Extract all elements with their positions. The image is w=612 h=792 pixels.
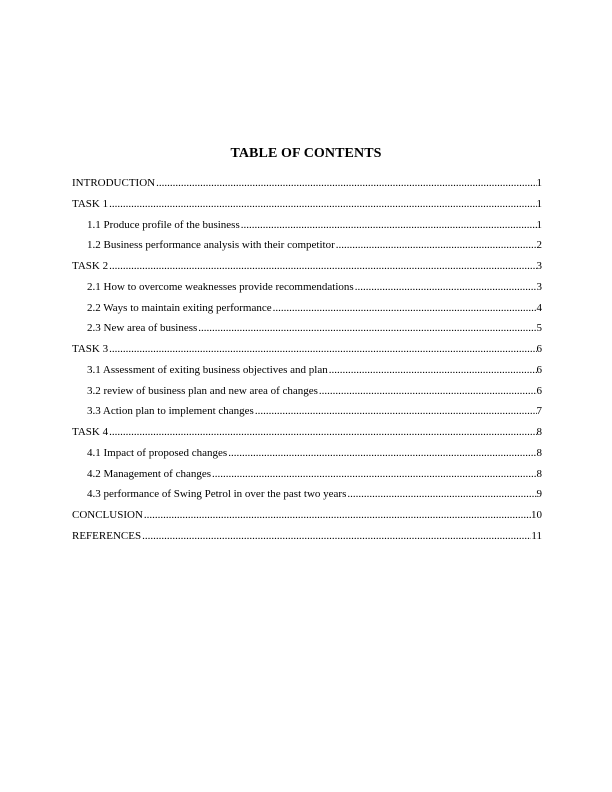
toc-entry-page: 1 <box>536 218 542 231</box>
toc-entry-introduction[interactable] <box>72 176 542 197</box>
toc-entry-references[interactable] <box>72 529 542 550</box>
toc-entry-3-3[interactable] <box>72 404 542 425</box>
toc-entry-3-1[interactable] <box>72 363 542 384</box>
toc-entry-page: 1 <box>536 197 542 210</box>
toc-entry-page: 8 <box>536 467 542 480</box>
toc-entry-conclusion[interactable] <box>72 508 542 529</box>
toc-entry-page: 6 <box>536 384 542 397</box>
toc-dot-leader <box>156 176 536 190</box>
toc-entry-page: 9 <box>536 488 542 501</box>
toc-entry-4-3[interactable] <box>72 487 542 508</box>
toc-entry-page: 7 <box>536 405 542 418</box>
toc-entry-label: CONCLUSION <box>72 509 143 521</box>
toc-dot-leader <box>228 446 536 460</box>
toc-entry-task-3[interactable] <box>72 342 542 363</box>
toc-entry-page: 3 <box>536 280 542 293</box>
toc-entry-2-2[interactable] <box>72 301 542 322</box>
toc-entry-label: 1.1 Produce profile of the business <box>87 218 240 231</box>
toc-entry-page: 8 <box>536 446 542 459</box>
toc-entry-page: 10 <box>531 509 542 521</box>
toc-entry-page: 11 <box>531 529 542 542</box>
toc-dot-leader <box>329 363 537 377</box>
toc-entry-page: 1 <box>536 177 542 189</box>
toc-entry-label: TASK 1 <box>72 197 109 210</box>
toc-dot-leader <box>273 301 537 315</box>
toc-entry-label: 3.2 review of business plan and new area of changes <box>87 384 318 397</box>
toc-entry-1-1[interactable] <box>72 218 542 239</box>
toc-entry-task-1[interactable] <box>72 197 542 218</box>
toc-dot-leader <box>109 425 536 439</box>
toc-entry-page: 4 <box>536 301 542 314</box>
toc-entry-label: 3.1 Assessment of exiting business objectives and plan <box>87 363 328 376</box>
toc-entry-label: 4.1 Impact of proposed changes <box>87 446 228 459</box>
toc-dot-leader <box>198 321 536 335</box>
toc-entry-label: 2.2 Ways to maintain exiting performance <box>87 301 272 314</box>
toc-entry-label: 2.1 How to overcome weaknesses provide recommendations <box>87 280 354 293</box>
table-of-contents <box>72 176 542 550</box>
toc-dot-leader <box>319 384 537 398</box>
toc-dot-leader <box>212 467 536 481</box>
toc-entry-2-3[interactable] <box>72 321 542 342</box>
toc-entry-label: INTRODUCTION <box>72 177 156 189</box>
toc-dot-leader <box>109 197 536 211</box>
toc-dot-leader <box>355 280 537 294</box>
toc-dot-leader <box>336 238 537 252</box>
toc-entry-label: REFERENCES <box>72 529 142 542</box>
toc-entry-label: 2.3 New area of business <box>87 322 198 335</box>
toc-dot-leader <box>347 487 536 501</box>
toc-entry-label: 4.2 Management of changes <box>87 467 212 480</box>
toc-entry-3-2[interactable] <box>72 384 542 405</box>
toc-entry-label: 4.3 performance of Swing Petrol in over the past two years <box>87 488 347 501</box>
toc-entry-page: 6 <box>536 343 542 355</box>
toc-title: TABLE OF CONTENTS <box>230 146 382 161</box>
toc-entry-task-4[interactable] <box>72 425 542 446</box>
toc-entry-page: 2 <box>536 239 542 252</box>
toc-entry-label: TASK 4 <box>72 426 109 438</box>
toc-entry-label: TASK 3 <box>72 343 109 355</box>
toc-entry-task-2[interactable] <box>72 259 542 280</box>
toc-dot-leader <box>142 529 531 543</box>
toc-entry-label: TASK 2 <box>72 260 109 272</box>
toc-dot-leader <box>144 508 531 522</box>
toc-entry-label: 1.2 Business performance analysis with their competitor <box>87 239 335 252</box>
toc-entry-2-1[interactable] <box>72 280 542 301</box>
toc-entry-page: 8 <box>536 426 542 438</box>
toc-entry-page: 6 <box>536 363 542 376</box>
toc-entry-page: 5 <box>536 322 542 335</box>
toc-entry-label: 3.3 Action plan to implement changes <box>87 405 254 418</box>
toc-entry-1-2[interactable] <box>72 238 542 259</box>
toc-entry-4-2[interactable] <box>72 467 542 488</box>
toc-entry-4-1[interactable] <box>72 446 542 467</box>
toc-dot-leader <box>255 404 537 418</box>
toc-dot-leader <box>109 259 536 273</box>
toc-entry-page: 3 <box>536 260 542 272</box>
toc-dot-leader <box>109 342 536 356</box>
toc-dot-leader <box>241 218 537 232</box>
